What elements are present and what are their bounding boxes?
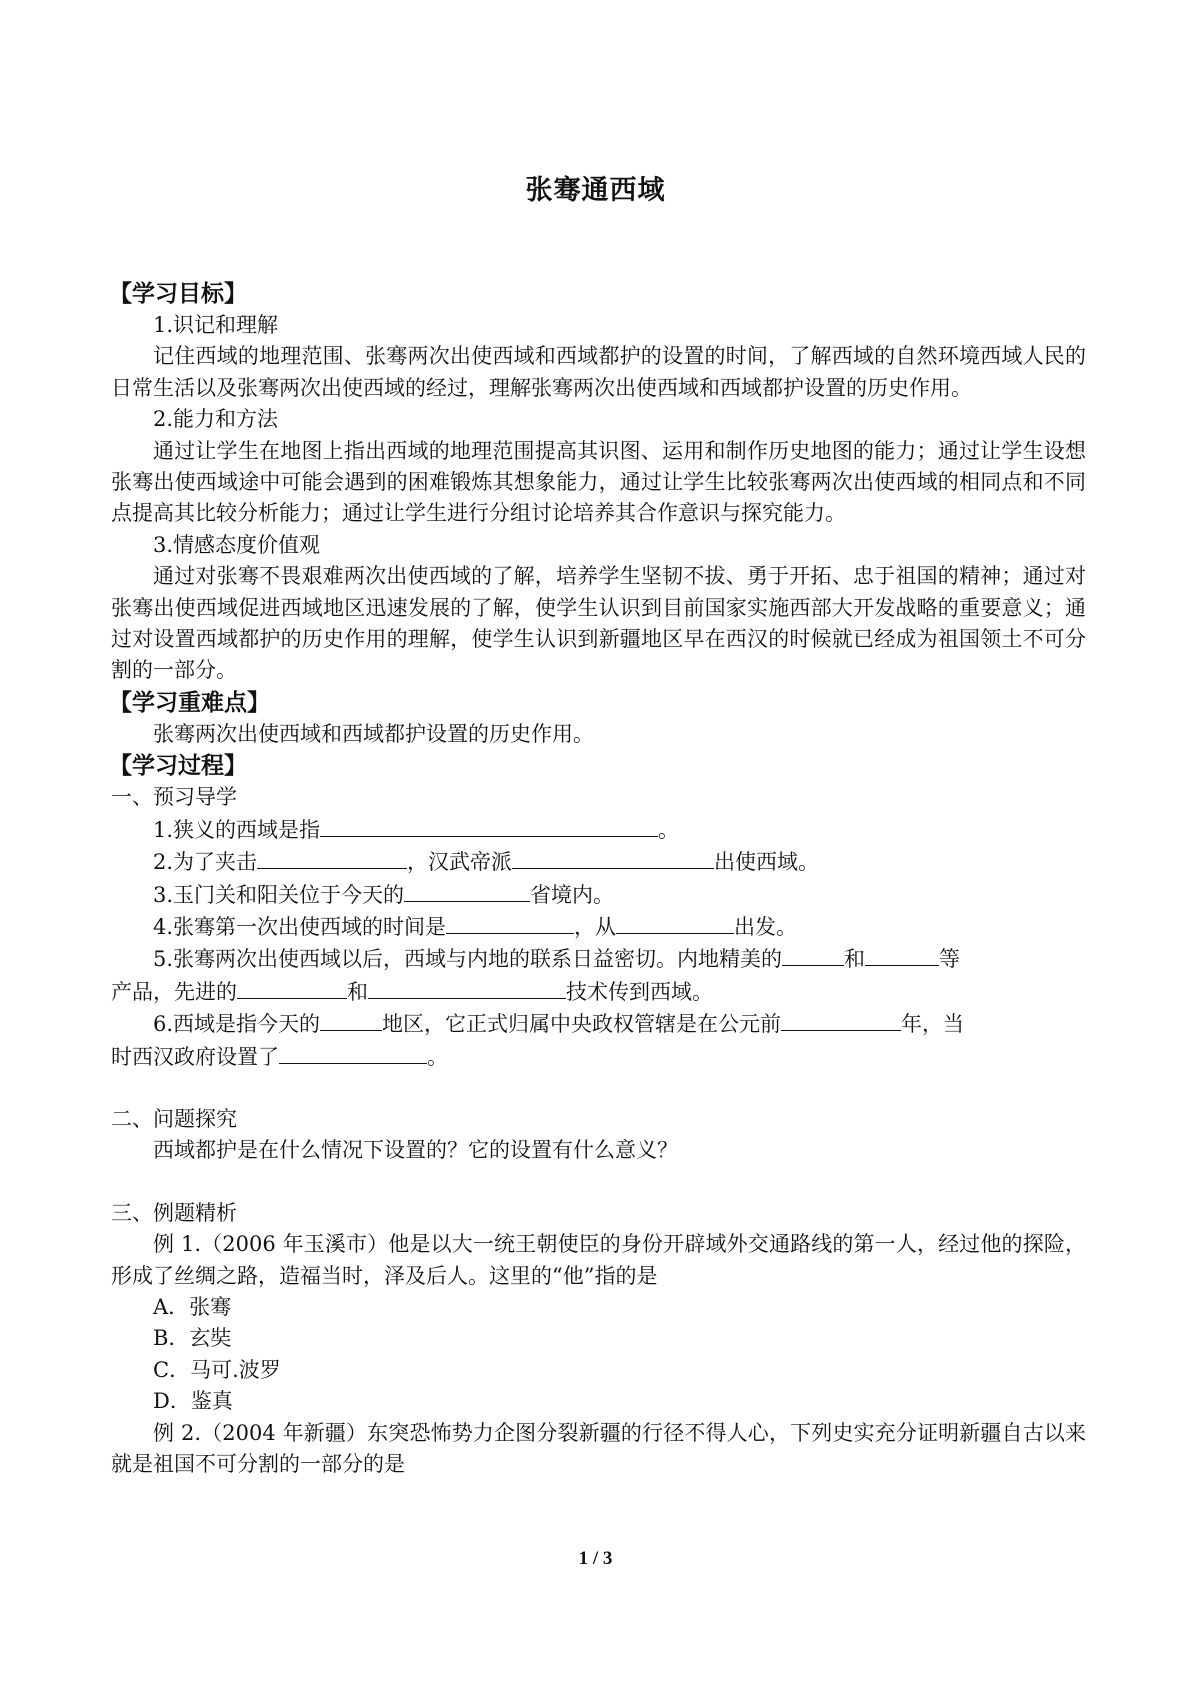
example-1-option-d: D．鉴真: [153, 1389, 233, 1414]
question-6-text-e: 。: [427, 1044, 448, 1069]
question-4-text-c: 出发。: [734, 914, 798, 939]
answer-blank[interactable]: [512, 846, 714, 869]
question-1-text: 1.狭义的西域是指: [153, 817, 321, 842]
objective-2-label: 2.能力和方法: [153, 407, 279, 432]
keypoints-text: 张骞两次出使西域和西域都护设置的历史作用。: [153, 721, 594, 746]
question-2-text-b: ，汉武帝派: [407, 850, 513, 875]
example-1-question: 例 1.（2006 年玉溪市）他是以大一统王朝使臣的身份开辟域外交通路线的第一人，经过他的探险，形成了丝绸之路，造福当时，泽及后人。这里的“他”指的是: [111, 1232, 1086, 1288]
answer-blank[interactable]: [368, 976, 566, 999]
question-5-text-e: 和: [347, 979, 368, 1004]
keypoints-heading: 【学习重难点】: [109, 689, 270, 716]
example-1-option-a: A．张骞: [153, 1294, 232, 1319]
question-6-line-2: [111, 1041, 1086, 1073]
question-3-text-a: 3.玉门关和阳关位于今天的: [153, 882, 405, 907]
answer-blank[interactable]: [237, 976, 347, 999]
question-5-line-2: [111, 976, 1086, 1008]
question-6-text-a: 6.西域是指今天的: [153, 1012, 321, 1037]
objective-2-text: 通过让学生在地图上指出西域的地理范围提高其识图、运用和制作历史地图的能力；通过让学生设想张骞出使西域途中可能会遇到的困难锻炼其想象能力，通过让学生比较张骞两次出使西域的相同点和不同点提高其比较分析能力；通过让学生进行分组讨论培养其合作意识与探究能力。: [111, 438, 1086, 526]
document-body: [111, 278, 1086, 1480]
spacer: [111, 1073, 1086, 1104]
process-heading: 【学习过程】: [109, 753, 247, 780]
question-3: [111, 879, 1086, 911]
question-6-text-d: 时西汉政府设置了: [111, 1044, 279, 1069]
question-6-line-1: [111, 1008, 1086, 1040]
objective-3-label: 3.情感态度价值观: [153, 532, 321, 557]
question-6-text-c: 年，当: [901, 1012, 965, 1037]
question-6-text-b: 地区，它正式归属中央政权管辖是在公元前: [382, 1012, 782, 1037]
example-1-option-b: B．玄奘: [153, 1326, 232, 1351]
question-5-text-f: 技术传到西域。: [566, 979, 713, 1004]
question-2-text-c: 出使西域。: [714, 850, 820, 875]
question-1-end: 。: [658, 817, 680, 842]
question-5-text-d: 产品，先进的: [111, 979, 237, 1004]
part2-title: 二、问题探究: [111, 1106, 237, 1131]
answer-blank[interactable]: [279, 1041, 427, 1064]
question-3-text-b: 省境内。: [530, 882, 615, 907]
answer-blank[interactable]: [320, 814, 658, 837]
question-2: [111, 846, 1086, 878]
part1-title: 一、预习导学: [111, 785, 237, 810]
objective-1-text: 记住西域的地理范围、张骞两次出使西域和西域都护的设置的时间，了解西域的自然环境西域人民的日常生活以及张骞两次出使西域的经过，理解张骞两次出使西域和西域都护设置的历史作用。: [111, 344, 1086, 400]
answer-blank[interactable]: [782, 943, 844, 966]
question-4-text-b: ，从: [574, 914, 617, 939]
answer-blank[interactable]: [404, 879, 530, 902]
question-5-line-1: [111, 943, 1086, 975]
answer-blank[interactable]: [865, 943, 939, 966]
answer-blank[interactable]: [616, 911, 734, 934]
answer-blank[interactable]: [320, 1008, 382, 1031]
answer-blank[interactable]: [781, 1008, 901, 1031]
part3-title: 三、例题精析: [111, 1200, 237, 1225]
part2-question: 西域都护是在什么情况下设置的？它的设置有什么意义？: [153, 1138, 678, 1163]
question-5-text-c: 等: [939, 947, 961, 972]
question-4-text-a: 4.张骞第一次出使西域的时间是: [153, 914, 447, 939]
question-4: [111, 911, 1086, 943]
question-1: [111, 814, 1086, 846]
question-2-text-a: 2.为了夹击: [153, 850, 258, 875]
page-title: 张骞通西域: [525, 175, 666, 206]
question-5-text-b: 和: [844, 947, 866, 972]
example-1-option-c: C．马可.波罗: [153, 1357, 281, 1382]
objectives-heading: 【学习目标】: [109, 281, 247, 307]
page-number: 1 / 3: [578, 1548, 613, 1569]
example-2-question: 例 2.（2004 年新疆）东突恐怖势力企图分裂新疆的行径不得人心，下列史实充分证明新疆自古以来就是祖国不可分割的一部分的是: [111, 1420, 1086, 1476]
answer-blank[interactable]: [257, 846, 407, 869]
objective-1-label: 1.识记和理解: [153, 313, 279, 337]
question-5-text-a: 5.张骞两次出使西域以后，西域与内地的联系日益密切。内地精美的: [153, 947, 783, 972]
spacer: [111, 1167, 1086, 1198]
answer-blank[interactable]: [446, 911, 574, 934]
objective-3-text: 通过对张骞不畏艰难两次出使西域的了解，培养学生坚韧不拔、勇于开拓、忠于祖国的精神；通过对张骞出使西域促进西域地区迅速发展的了解，使学生认识到目前国家实施西部大开发战略的重要意义；通过对设置西域都护的历史作用的理解，使学生认识到新疆地区早在西汉的时候就已经成为祖国领土不可分割的一部分。: [111, 564, 1086, 683]
